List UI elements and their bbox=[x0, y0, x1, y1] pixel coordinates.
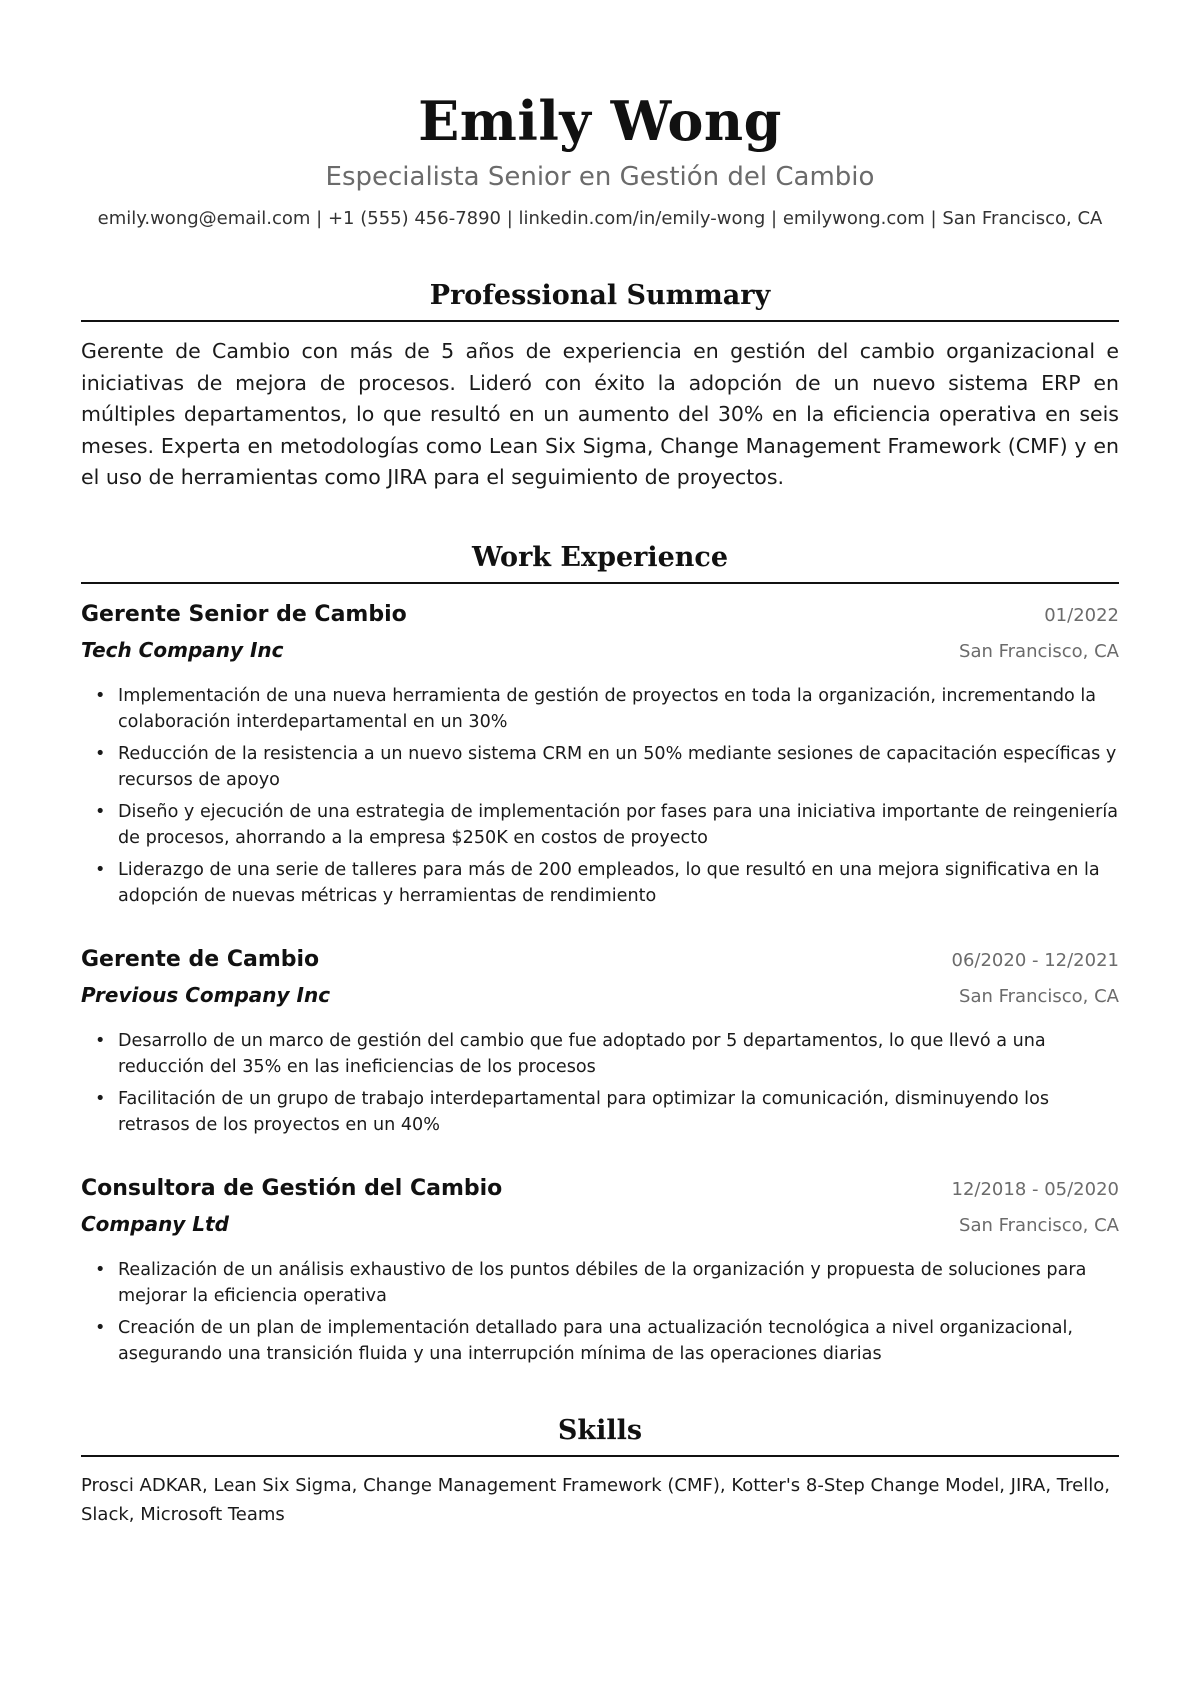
contact-line: emily.wong@email.com | +1 (555) 456-7890 | linkedin.com/in/emily-wong | emilywong.com | San Francisco, CA bbox=[97, 208, 1103, 229]
candidate-name: Emily Wong bbox=[418, 89, 782, 153]
job-bullets bbox=[81, 683, 1119, 909]
job-company-row bbox=[81, 633, 1119, 669]
bullet-dot: • bbox=[95, 1088, 106, 1109]
job-title: Gerente Senior de Cambio bbox=[81, 601, 407, 627]
job-bullets bbox=[81, 1028, 1119, 1138]
job-bullet-text: Reducción de la resistencia a un nuevo sistema CRM en un 50% mediante sesiones de capacitación específicas y recursos de apoyo bbox=[118, 743, 1117, 790]
bullet-dot: • bbox=[95, 801, 106, 822]
job-bullet-text: Creación de un plan de implementación detallado para una actualización tecnológica a nivel organizacional, asegurando una transición fluida y una interrupción mínima de las operaciones diarias bbox=[118, 1317, 1073, 1364]
bullet-dot: • bbox=[95, 685, 106, 706]
job-bullet bbox=[81, 1028, 1119, 1080]
skills-heading: Skills bbox=[557, 1414, 643, 1446]
job-bullet-text: Realización de un análisis exhaustivo de los puntos débiles de la organización y propuesta de soluciones para mejorar la eficiencia operativa bbox=[118, 1259, 1087, 1306]
summary-divider bbox=[81, 320, 1119, 322]
skills-divider bbox=[81, 1455, 1119, 1457]
job-header-row bbox=[81, 1172, 1119, 1207]
job-location: San Francisco, CA bbox=[959, 1214, 1119, 1236]
skills-section bbox=[81, 1413, 1119, 1529]
job-company: Tech Company Inc bbox=[81, 637, 284, 662]
job-bullet-text: Implementación de una nueva herramienta de gestión de proyectos en toda la organización, incrementando la colaboración interdepartamental en un 30% bbox=[118, 685, 1097, 732]
job-company: Company Ltd bbox=[81, 1211, 229, 1236]
experience-divider bbox=[81, 582, 1119, 584]
job-title: Consultora de Gestión del Cambio bbox=[81, 1175, 503, 1201]
bullet-dot: • bbox=[95, 1259, 106, 1280]
job-bullet bbox=[81, 1315, 1119, 1367]
job-bullet-text: Liderazgo de una serie de talleres para más de 200 empleados, lo que resultó en una mejora significativa en la adopción de nuevas métricas y herramientas de rendimiento bbox=[118, 859, 1100, 906]
experience-section bbox=[81, 540, 1119, 1367]
candidate-headline: Especialista Senior en Gestión del Cambio bbox=[325, 162, 875, 192]
job-date: 01/2022 bbox=[1044, 604, 1119, 626]
job-bullets bbox=[81, 1257, 1119, 1367]
summary-heading: Professional Summary bbox=[429, 280, 771, 311]
job-bullet bbox=[81, 741, 1119, 793]
job-bullet-text: Diseño y ejecución de una estrategia de implementación por fases para una iniciativa importante de reingeniería de procesos, ahorrando a la empresa $250K en costos de proyecto bbox=[118, 801, 1118, 848]
skills-text: Prosci ADKAR, Lean Six Sigma, Change Management Framework (CMF), Kotter's 8-Step Change Model, JIRA, Trello, Slack, Microsoft Teams bbox=[81, 1474, 1110, 1525]
job-bullet bbox=[81, 799, 1119, 851]
job-entry bbox=[81, 1172, 1119, 1367]
resume-page bbox=[81, 0, 1119, 1529]
job-bullet bbox=[81, 683, 1119, 735]
job-header-row bbox=[81, 598, 1119, 633]
job-location: San Francisco, CA bbox=[959, 640, 1119, 662]
bullet-dot: • bbox=[95, 1030, 106, 1051]
job-entry bbox=[81, 943, 1119, 1138]
job-bullet-text: Desarrollo de un marco de gestión del cambio que fue adoptado por 5 departamentos, lo que llevó a una reducción del 35% en las ineficiencias de los procesos bbox=[118, 1030, 1046, 1077]
experience-heading: Work Experience bbox=[471, 541, 729, 573]
job-date: 12/2018 - 05/2020 bbox=[951, 1178, 1119, 1200]
job-bullet bbox=[81, 1257, 1119, 1309]
summary-text: Gerente de Cambio con más de 5 años de experiencia en gestión del cambio organizacional e iniciativas de mejora de procesos. Lideró con éxito la adopción de un nuevo sistema ERP en múltiples departamentos, lo que resultó en un aumento del 30% en la eficiencia operativa en seis meses. Experta en metodologías como Lean Six Sigma, Change Management Framework (CMF) y en el uso de herramientas como JIRA para el seguimiento de proyectos. bbox=[81, 339, 1119, 489]
summary-section bbox=[81, 278, 1119, 494]
job-date: 06/2020 - 12/2021 bbox=[951, 949, 1119, 971]
bullet-dot: • bbox=[95, 1317, 106, 1338]
bullet-dot: • bbox=[95, 859, 106, 880]
job-title: Gerente de Cambio bbox=[81, 946, 320, 972]
job-header-row bbox=[81, 943, 1119, 978]
bullet-dot: • bbox=[95, 743, 106, 764]
job-company-row bbox=[81, 1207, 1119, 1243]
job-bullet bbox=[81, 1086, 1119, 1138]
job-entry bbox=[81, 598, 1119, 909]
job-location: San Francisco, CA bbox=[959, 985, 1119, 1007]
job-company-row bbox=[81, 978, 1119, 1014]
job-bullet-text: Facilitación de un grupo de trabajo interdepartamental para optimizar la comunicación, disminuyendo los retrasos de los proyectos en un 40% bbox=[118, 1088, 1049, 1135]
job-company: Previous Company Inc bbox=[81, 982, 331, 1007]
job-bullet bbox=[81, 857, 1119, 909]
